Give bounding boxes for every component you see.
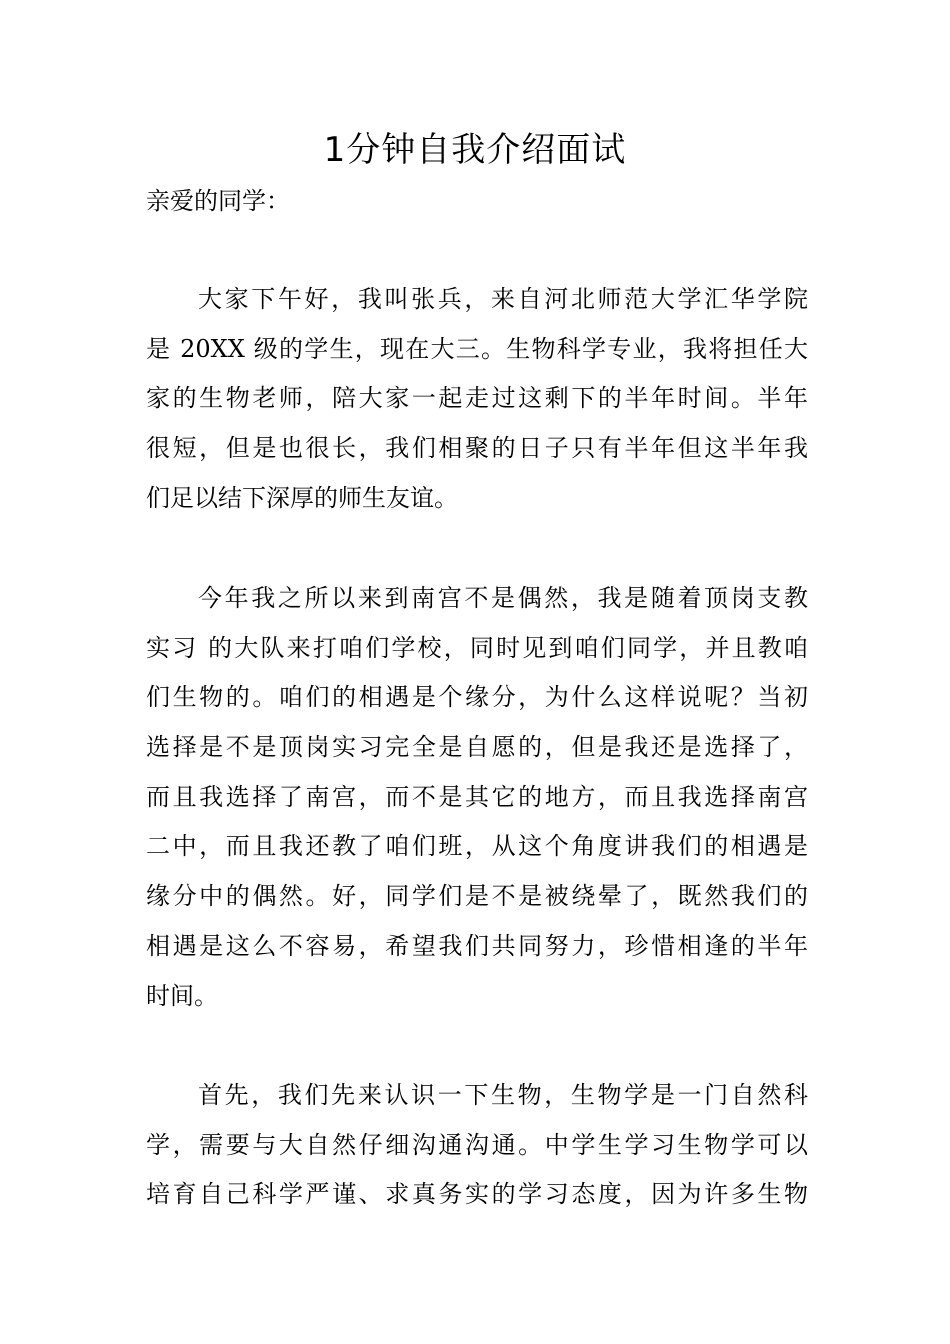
paragraph-line: 是 20XX 级的学生，现在大三。生物科学专业，我将担任大	[146, 334, 808, 363]
paragraph-line: 而且我选择了南宫，而不是其它的地方，而且我选择南宫	[146, 782, 808, 811]
paragraph-line: 时间。	[146, 981, 218, 1010]
paragraph-line: 缘分中的偶然。好，同学们是不是被绕晕了，既然我们的	[146, 882, 808, 911]
paragraph-line: 们足以结下深厚的师生友谊。	[146, 483, 458, 512]
paragraph-line: 大家下午好，我叫张兵，来自河北师范大学汇华学院	[198, 285, 808, 313]
paragraph-line: 二中，而且我还教了咱们班，从这个角度讲我们的相遇是	[146, 832, 808, 861]
paragraph-reason	[146, 574, 808, 1021]
paragraph-line: 们生物的。咱们的相遇是个缘分，为什么这样说呢？当初	[146, 683, 808, 712]
paragraph-line: 选择是不是顶岗实习完全是自愿的，但是我还是选择了，	[146, 733, 808, 762]
greeting-line: 亲爱的同学：	[146, 187, 290, 215]
paragraph-line: 家的生物老师，陪大家一起走过这剩下的半年时间。半年	[146, 384, 808, 413]
paragraph-line: 实习 的大队来打咱们学校，同时见到咱们同学，并且教咱	[146, 633, 808, 662]
document-title: 1分钟自我介绍面试	[323, 130, 627, 170]
paragraph-biology	[146, 1071, 808, 1220]
paragraph-line: 相遇是这么不容易，希望我们共同努力，珍惜相逢的半年	[146, 931, 808, 960]
paragraph-intro	[146, 275, 808, 523]
paragraph-line: 今年我之所以来到南宫不是偶然，我是随着顶岗支教	[198, 584, 808, 612]
paragraph-line: 培育自己科学严谨、求真务实的学习态度，因为许多生物	[146, 1180, 808, 1209]
paragraph-line: 学，需要与大自然仔细沟通沟通。中学生学习生物学可以	[146, 1130, 808, 1159]
paragraph-line: 很短，但是也很长，我们相聚的日子只有半年但这半年我	[146, 434, 808, 463]
paragraph-line: 首先，我们先来认识一下生物，生物学是一门自然科	[198, 1081, 808, 1109]
